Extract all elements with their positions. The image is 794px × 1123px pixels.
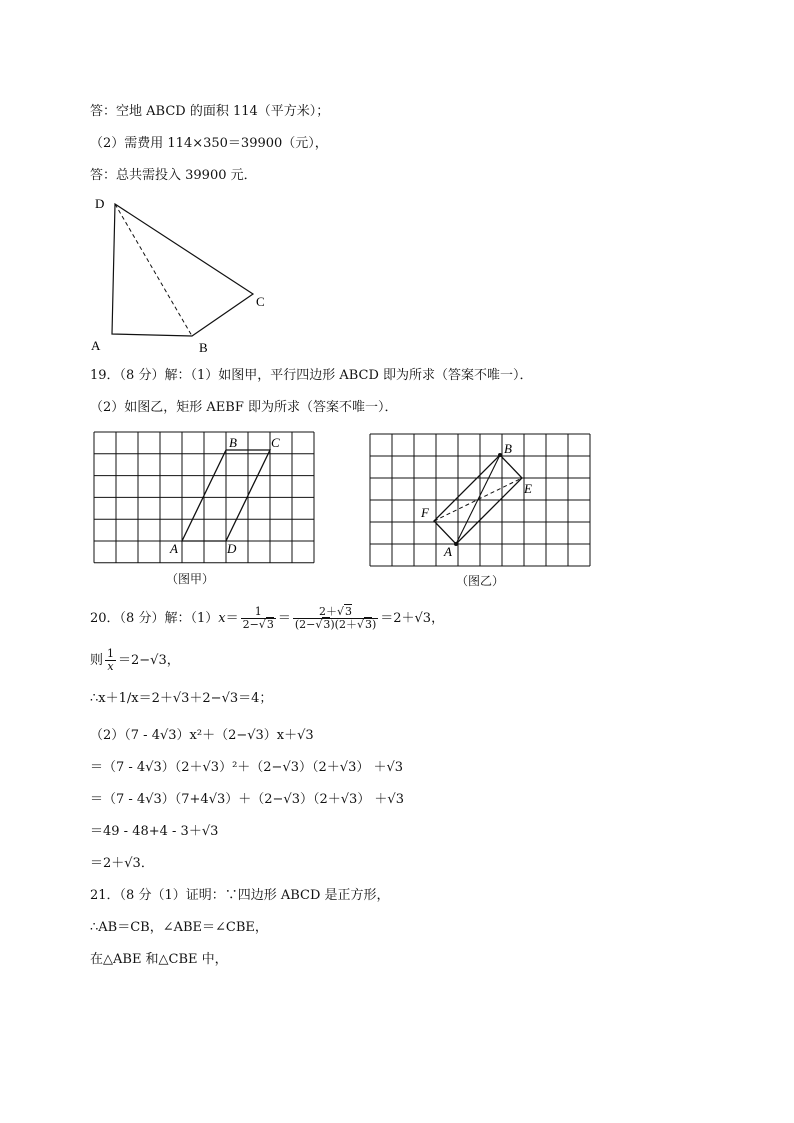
grid-jia-label-b: B bbox=[229, 435, 237, 450]
fraction-1-over-2-minus-root3: $\frac{1}{2-√3}$ bbox=[242, 605, 274, 631]
grid-yi-caption: （图乙） bbox=[456, 574, 505, 588]
grid-jia-figure bbox=[90, 428, 320, 568]
q20-line-6: ＝（7 - 4√3）（7+4√3）＋（2−√3）（2＋√3） ＋√3 bbox=[90, 792, 404, 807]
label-b: B bbox=[199, 340, 208, 355]
label-c: C bbox=[256, 294, 265, 309]
answer-area-line: 答：空地 ABCD 的面积 114（平方米）； bbox=[90, 104, 330, 119]
grid-yi-lines bbox=[370, 434, 590, 566]
q20-line-1-prefix: 20．（8 分）解：（1） bbox=[90, 611, 219, 626]
cost-line: （2）需费用 114×350＝39900（元）， bbox=[90, 136, 328, 151]
grid-yi-figure bbox=[367, 430, 597, 570]
grid-yi-label-e: E bbox=[524, 481, 532, 496]
quadrilateral-outline bbox=[112, 204, 253, 336]
q19-line-2: （2）如图乙，矩形 AEBF 即为所求（答案不唯一）． bbox=[90, 400, 398, 415]
q20-line-2 bbox=[90, 648, 180, 673]
point-b bbox=[498, 453, 502, 457]
grid-yi-label-b: B bbox=[504, 441, 512, 456]
grid-jia-caption: （图甲） bbox=[166, 572, 215, 586]
q21-line-3: 在△ABE 和△CBE 中， bbox=[90, 952, 228, 967]
grid-yi-label-a: A bbox=[444, 544, 452, 559]
q20-line-4: （2）（7 - 4√3）x²＋（2−√3）x＋√3 bbox=[90, 728, 314, 743]
q20-line-2-suffix: ＝2−√3， bbox=[118, 653, 180, 668]
label-a: A bbox=[91, 338, 101, 353]
q20-line-2-prefix: 则 bbox=[90, 653, 104, 668]
diagonal-db bbox=[115, 204, 192, 336]
answer-total-line: 答：总共需投入 39900 元． bbox=[90, 168, 257, 183]
q20-line-1-suffix: ＝2＋√3， bbox=[380, 611, 445, 626]
q20-line-1: 20．（8 分）解：（1）x＝ $\frac{1}{2-√3}$ ＝ $\frac{2+√3}{(2-√3)(2+√3)}$ ＝2＋√3， bbox=[90, 605, 445, 631]
grid-jia-label-c: C bbox=[271, 435, 280, 450]
q21-line-1: 21．（8 分（1）证明：∵四边形 ABCD 是正方形， bbox=[90, 888, 390, 903]
q20-line-7: ＝49 - 48+4 - 3＋√3 bbox=[90, 824, 219, 839]
fraction-rationalized: $\frac{2+√3}{(2-√3)(2+√3)}$ bbox=[294, 605, 377, 631]
grid-yi-label-f: F bbox=[421, 505, 429, 520]
fraction-1-over-x: $\frac{1}{x}$ bbox=[107, 647, 115, 673]
grid-jia-lines bbox=[94, 432, 314, 563]
quadrilateral-figure bbox=[85, 190, 285, 360]
q20-line-5: ＝（7 - 4√3）（2＋√3）²＋（2−√3）（2＋√3） ＋√3 bbox=[90, 760, 404, 775]
q19-line-1: 19．（8 分）解：（1）如图甲，平行四边形 ABCD 即为所求（答案不唯一）． bbox=[90, 368, 533, 383]
grid-jia-label-a: A bbox=[170, 541, 178, 556]
label-d: D bbox=[95, 196, 105, 211]
q20-line-8: ＝2＋√3． bbox=[90, 856, 154, 871]
grid-jia-label-d: D bbox=[227, 541, 237, 556]
q21-line-2: ∴AB＝CB，∠ABE＝∠CBE， bbox=[90, 920, 268, 935]
point-a bbox=[454, 542, 458, 546]
q20-line-3: ∴x＋1/x＝2＋√3＋2−√3＝4； bbox=[90, 691, 273, 706]
